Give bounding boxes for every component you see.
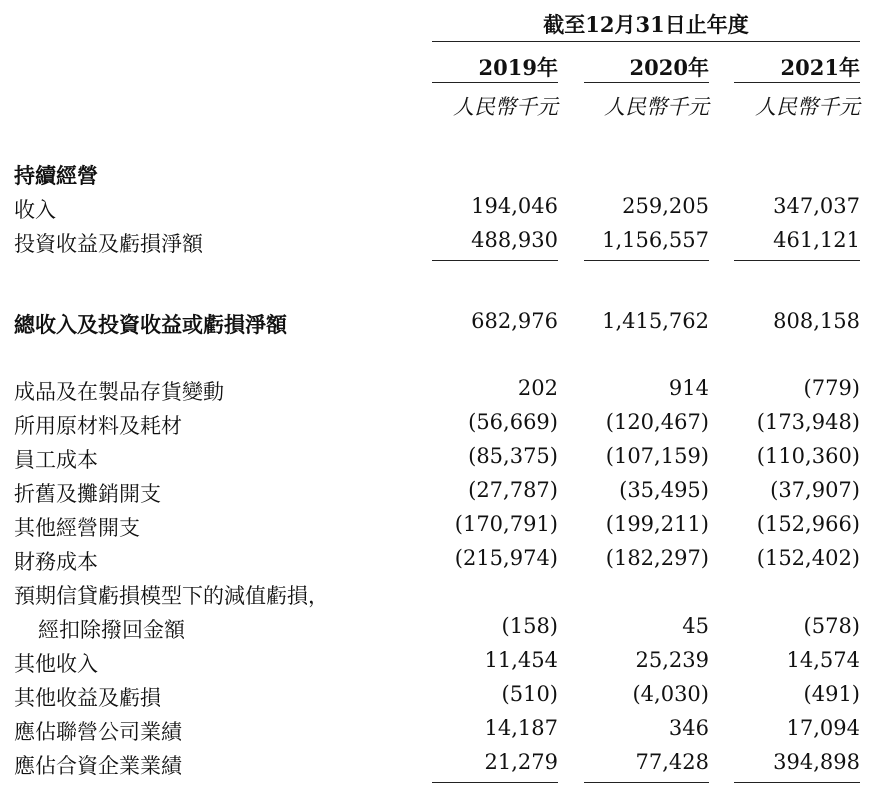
unit-label-2021: 人民幣千元 xyxy=(755,95,860,119)
row-label: 應佔合資企業業績 xyxy=(14,754,182,778)
value-2020: (35,495) xyxy=(619,478,709,502)
section-title: 持續經營 xyxy=(14,163,98,188)
value-2019: (85,375) xyxy=(468,444,558,468)
period-header: 截至12月31日止年度 xyxy=(543,12,749,37)
value-2020: (120,467) xyxy=(605,410,709,434)
value-2020: (199,211) xyxy=(605,512,709,536)
table-row xyxy=(0,648,880,678)
value-2019: (158) xyxy=(501,614,558,638)
table-row xyxy=(0,444,880,474)
value-2020: 346 xyxy=(668,716,709,740)
value-2020: 25,239 xyxy=(635,648,709,672)
value-2019: (27,787) xyxy=(468,478,558,502)
total-row xyxy=(0,309,880,339)
value-2020: (182,297) xyxy=(605,546,709,570)
total-2020: 1,415,762 xyxy=(602,309,709,333)
value-2020: 914 xyxy=(668,376,709,400)
period-header-rule xyxy=(432,41,860,42)
table-row xyxy=(0,228,880,258)
value-2021: (578) xyxy=(803,614,860,638)
value-2021: 17,094 xyxy=(786,716,860,740)
table-row xyxy=(0,546,880,576)
value-2021: (152,966) xyxy=(756,512,860,536)
value-2020: 1,156,557 xyxy=(602,228,709,252)
value-2019: 194,046 xyxy=(471,194,558,218)
value-2021: (110,360) xyxy=(756,444,860,468)
value-2021: (37,907) xyxy=(770,478,860,502)
row-label: 成品及在製品存貨變動 xyxy=(14,380,224,404)
value-2019: 21,279 xyxy=(484,750,558,774)
value-2021: (152,402) xyxy=(756,546,860,570)
row-label: 收入 xyxy=(14,198,56,222)
year-rule-3 xyxy=(734,82,860,83)
row-label: 所用原材料及耗材 xyxy=(14,414,182,438)
row-label: 其他經營開支 xyxy=(14,516,140,540)
value-2021: 347,037 xyxy=(773,194,860,218)
row-label: 經扣除撥回金額 xyxy=(38,618,185,642)
year-2019-header: 2019年 xyxy=(478,55,558,80)
table-row xyxy=(0,410,880,440)
row-label: 應佔聯營公司業績 xyxy=(14,720,182,744)
bottom-rule-1 xyxy=(432,782,558,783)
total-row-label: 總收入及投資收益或虧損淨額 xyxy=(14,312,287,337)
bottom-rule-3 xyxy=(734,782,860,783)
value-2019: 11,454 xyxy=(484,648,558,672)
value-2021: (491) xyxy=(803,682,860,706)
year-rule-1 xyxy=(432,82,558,83)
subtotal-rule-3 xyxy=(734,260,860,261)
value-2019: 14,187 xyxy=(484,716,558,740)
value-2019: (56,669) xyxy=(468,410,558,434)
table-row xyxy=(0,478,880,508)
table-row xyxy=(0,614,880,644)
value-2019: (510) xyxy=(501,682,558,706)
value-2021: 394,898 xyxy=(773,750,860,774)
year-rule-2 xyxy=(584,82,709,83)
table-row xyxy=(0,512,880,542)
value-2019: (215,974) xyxy=(454,546,558,570)
unit-label-2020: 人民幣千元 xyxy=(604,95,709,119)
value-2019: (170,791) xyxy=(454,512,558,536)
year-2021-header: 2021年 xyxy=(780,55,860,80)
total-2019: 682,976 xyxy=(471,309,558,333)
value-2019: 488,930 xyxy=(471,228,558,252)
table-row xyxy=(0,580,880,610)
value-2020: 77,428 xyxy=(635,750,709,774)
value-2020: 45 xyxy=(682,614,709,638)
subtotal-rule-1 xyxy=(432,260,558,261)
year-2020-header: 2020年 xyxy=(629,55,709,80)
value-2020: (107,159) xyxy=(605,444,709,468)
table-row xyxy=(0,750,880,780)
value-2019: 202 xyxy=(517,376,558,400)
table-row xyxy=(0,376,880,406)
row-label: 投資收益及虧損淨額 xyxy=(14,232,203,256)
table-row xyxy=(0,682,880,712)
row-label: 其他收益及虧損 xyxy=(14,686,161,710)
row-label: 折舊及攤銷開支 xyxy=(14,482,161,506)
value-2020: (4,030) xyxy=(632,682,709,706)
subtotal-rule-2 xyxy=(584,260,709,261)
total-2021: 808,158 xyxy=(773,309,860,333)
value-2021: (779) xyxy=(803,376,860,400)
bottom-rule-2 xyxy=(584,782,709,783)
value-2020: 259,205 xyxy=(622,194,709,218)
value-2021: 14,574 xyxy=(786,648,860,672)
row-label: 財務成本 xyxy=(14,550,98,574)
table-row xyxy=(0,716,880,746)
row-label: 其他收入 xyxy=(14,652,98,676)
value-2021: 461,121 xyxy=(773,228,860,252)
row-label: 員工成本 xyxy=(14,448,98,472)
table-row xyxy=(0,194,880,224)
unit-label-2019: 人民幣千元 xyxy=(453,95,558,119)
value-2021: (173,948) xyxy=(756,410,860,434)
row-label: 預期信貸虧損模型下的減值虧損， xyxy=(14,584,329,608)
